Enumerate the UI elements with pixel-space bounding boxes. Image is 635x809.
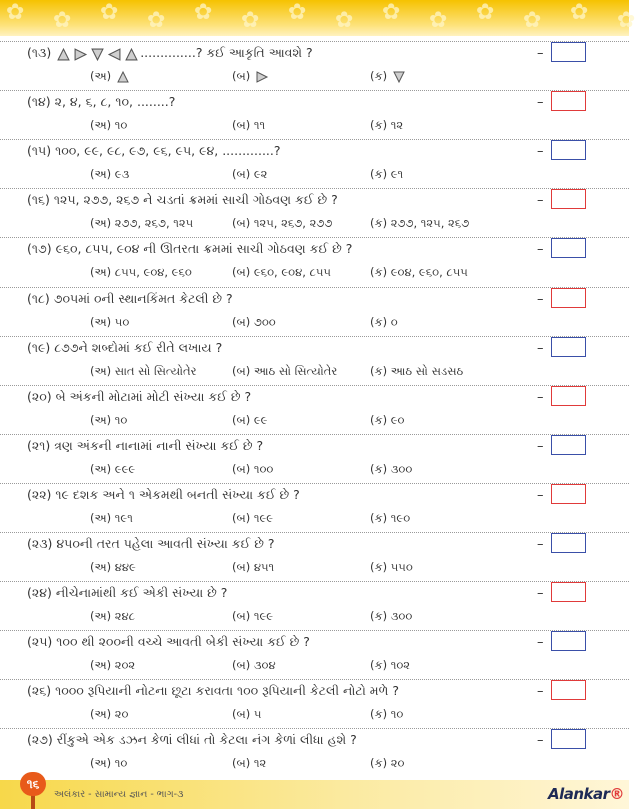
answer-option: [90, 658, 135, 673]
flower-decoration-icon: ✿: [617, 8, 635, 33]
answer-option-label: (બ) ૧૧: [232, 118, 266, 133]
answer-option: [232, 511, 273, 526]
question-item: [0, 85, 629, 135]
question-item: [0, 232, 629, 282]
answer-dash: –: [537, 389, 544, 405]
answer-option: [370, 658, 410, 673]
question-number: (૨૦): [27, 388, 52, 404]
answer-option-label: (બ) આઠ સો સિત્યોતેર: [232, 363, 338, 378]
answer-box[interactable]: [551, 91, 586, 111]
answer-option-label: (બ): [232, 69, 251, 83]
answer-dash: –: [537, 684, 544, 700]
page-number: ૧૬: [20, 772, 46, 796]
answer-dash: –: [537, 733, 544, 749]
question-number: (૨૪): [27, 585, 52, 601]
answer-option-label: (ક) ૦: [370, 314, 398, 329]
answer-option: [232, 658, 276, 673]
brand-name: Alankar: [548, 785, 610, 803]
answer-box[interactable]: [551, 386, 586, 406]
question-body: ૧૨૫, ૨૭૭, ૨૬૭ ને ચડતાં ક્રમમાં સાચી ગોઠવણ કઈ છે ?: [53, 192, 338, 208]
answer-dash: –: [537, 635, 544, 651]
answer-option: [370, 69, 407, 84]
question-body: ૯૬૦, ૮૫૫, ૯૦૪ ની ઊતરતા ક્રમમાં સાચી ગોઠવણ કઈ છે ?: [55, 241, 353, 257]
divider: [0, 625, 629, 631]
answer-option: [232, 364, 337, 379]
answer-option-label: (અ) ૮૫૫, ૯૦૪, ૯૬૦: [90, 265, 192, 280]
brand-logo: Alankar®: [548, 785, 625, 803]
up-triangle-icon: [57, 48, 70, 61]
question-text: [27, 732, 357, 748]
flower-decoration-icon: ✿: [570, 0, 589, 25]
answer-box[interactable]: [551, 729, 586, 749]
answer-option: [370, 315, 398, 330]
answer-option: [370, 118, 403, 133]
flower-decoration-icon: ✿: [335, 8, 354, 33]
answer-option-label: (બ) ૧૨: [232, 756, 267, 771]
answer-option: [370, 413, 404, 428]
answer-box[interactable]: [551, 288, 586, 308]
answer-option: [90, 560, 136, 575]
answer-option: [90, 216, 193, 231]
footer-title: અલંકાર - સામાન્ય જ્ઞાન - ભાગ-૩: [54, 789, 184, 800]
answer-option-label: (બ) ૪૫૧: [232, 560, 275, 574]
question-body: ૧૯ દશક અને ૧ એકમથી બનતી સંખ્યા કઈ છે ?: [55, 486, 300, 502]
question-item: [0, 36, 629, 86]
answer-option: [232, 118, 265, 133]
answer-option: [90, 756, 127, 771]
answer-option-label: (ક) આઠ સો સડસઠ: [370, 363, 464, 378]
answer-option-label: (અ) ૧૦: [90, 756, 128, 771]
question-body: ૮૭૭ને શબ્દોમાં કઈ રીતે લખાય ?: [54, 339, 223, 355]
answer-box[interactable]: [551, 435, 586, 455]
divider: [0, 380, 629, 386]
flower-decoration-icon: ✿: [382, 0, 401, 25]
answer-option-label: (ક) ૨૭૭, ૧૨૫, ૨૬૭: [370, 216, 470, 231]
answer-option: [370, 756, 404, 771]
answer-option-label: (અ) સાત સો સિત્યોતેર: [90, 363, 197, 378]
answer-option-label: (ક) ૯૧: [370, 167, 404, 182]
answer-option-label: (અ): [90, 69, 112, 83]
page-marker-post: [31, 794, 35, 809]
answer-option: [232, 707, 261, 722]
divider: [0, 282, 629, 288]
question-number: (૨૬): [27, 683, 52, 699]
left-triangle-icon: [108, 48, 121, 61]
answer-option: [90, 462, 135, 477]
answer-box[interactable]: [551, 238, 586, 258]
question-text: [27, 143, 281, 159]
question-text: [27, 536, 274, 552]
flower-decoration-icon: ✿: [194, 0, 213, 25]
answer-dash: –: [537, 193, 544, 209]
answer-dash: –: [537, 487, 544, 503]
answer-option: [370, 167, 403, 182]
question-item: [0, 576, 629, 626]
flower-decoration-icon: ✿: [100, 0, 119, 25]
question-body: ત્રણ અંકની નાનામાં નાની સંખ્યા કઈ છે ?: [54, 437, 264, 453]
answer-option: [232, 265, 331, 280]
answer-box[interactable]: [551, 631, 586, 651]
answer-option-label: (અ) ૯૯૯: [90, 461, 136, 476]
answer-option-label: (અ) ૧૦: [90, 118, 128, 133]
question-text: [27, 94, 175, 110]
question-item: [0, 282, 629, 332]
question-item: [0, 134, 629, 184]
divider: [0, 183, 629, 189]
answer-dash: –: [537, 95, 544, 111]
question-body: ૧૦૦૦ રૂપિયાની નોટના છૂટા કરાવતા ૧૦૦ રૂપિયાની કેટલી નોટો મળે ?: [55, 683, 399, 699]
question-text: [27, 438, 263, 454]
answer-dash: –: [537, 340, 544, 356]
question-item: [0, 527, 629, 577]
question-number: (૨૧): [27, 437, 51, 453]
answer-option: [370, 462, 412, 477]
question-body: ૧૦૦, ૯૯, ૯૮, ૯૭, ૯૬, ૯૫, ૯૪, .............?: [55, 143, 281, 159]
answer-option-label: (બ) ૧૦૦: [232, 461, 274, 476]
answer-option: [232, 315, 276, 330]
down-triangle-icon: [91, 48, 104, 61]
answer-box[interactable]: [551, 337, 586, 357]
question-item: [0, 478, 629, 528]
question-body: બે અંકની મોટામાં મોટી સંખ્યા કઈ છે ?: [55, 388, 252, 404]
divider: [0, 36, 629, 42]
answer-option-label: (અ) ૧૯૧: [90, 510, 133, 525]
answer-option-label: (અ) ૨૭૭, ૨૬૭, ૧૨૫: [90, 216, 194, 231]
question-text: [27, 585, 227, 601]
question-number: (૨૫): [27, 634, 53, 650]
question-text: [27, 45, 313, 61]
answer-option: [232, 756, 266, 771]
flower-decoration-icon: ✿: [523, 8, 542, 33]
question-item: [0, 723, 629, 773]
question-text: [27, 241, 352, 257]
divider: [0, 134, 629, 140]
answer-option-label: (બ) ૫: [232, 707, 262, 722]
flower-decoration-icon: ✿: [241, 8, 260, 33]
answer-option-label: (ક) ૯૦: [370, 412, 405, 427]
answer-option-label: (બ) ૯૯: [232, 412, 268, 427]
answer-option-label: (બ) ૧૯૯: [232, 510, 274, 525]
answer-option-label: (બ) ૧૨૫, ૨૬૭, ૨૭૭: [232, 216, 333, 231]
answer-option-label: (બ) ૯૨: [232, 167, 268, 182]
question-text: [27, 683, 399, 699]
divider: [0, 85, 629, 91]
answer-dash: –: [537, 144, 544, 160]
question-text: [27, 291, 233, 307]
answer-option-label: (ક) ૯૦૪, ૯૬૦, ૮૫૫: [370, 265, 468, 280]
answer-option-label: (બ) ૭૦૦: [232, 314, 276, 329]
answer-box[interactable]: [551, 42, 586, 62]
question-text: [27, 487, 300, 503]
question-text: [27, 340, 222, 356]
divider: [0, 674, 629, 680]
answer-option: [370, 511, 410, 526]
answer-option: [232, 69, 270, 84]
answer-dash: –: [537, 586, 544, 602]
answer-option-label: (બ) ૧૯૯: [232, 609, 274, 624]
answer-option: [370, 265, 468, 280]
question-body: રીંકુએ એક ડઝન કેળાં લીધાં તો કેટલા નંગ કેળાં લીધા હશે ?: [56, 732, 357, 748]
answer-option: [370, 707, 403, 722]
page-footer: [0, 772, 629, 809]
question-number: (૧૩): [27, 45, 52, 60]
answer-option-label: (ક): [370, 69, 388, 83]
question-number: (૨૨): [27, 486, 52, 502]
answer-option: [90, 315, 129, 330]
answer-option-label: (અ) ૪૪૯: [90, 560, 136, 574]
answer-option: [90, 364, 197, 379]
answer-option: [370, 609, 412, 624]
answer-option: [90, 118, 127, 133]
divider: [0, 576, 629, 582]
answer-option-label: (ક) ૩૦૦: [370, 609, 413, 624]
answer-option-label: (ક) ૧૨: [370, 118, 404, 133]
answer-option-label: (ક) ૩૦૦: [370, 461, 413, 476]
answer-dash: –: [537, 537, 544, 552]
answer-option-label: (અ) ૫૦: [90, 314, 130, 329]
answer-option-label: (ક) ૧૯૦: [370, 510, 411, 525]
question-number: (૨૭): [27, 732, 53, 748]
answer-option: [232, 560, 274, 575]
answer-option: [370, 216, 469, 231]
flower-decoration-icon: ✿: [476, 0, 495, 25]
divider: [0, 527, 629, 533]
question-body: ૭૦૫માં ૦ની સ્થાનકિંમત કેટલી છે ?: [53, 290, 233, 306]
question-number: (૧૬): [27, 192, 50, 208]
question-number: (૧૪): [27, 94, 51, 110]
flower-decoration-icon: ✿: [6, 0, 25, 25]
question-number: (૨૩): [27, 536, 53, 551]
divider: [0, 723, 629, 729]
question-item: [0, 331, 629, 381]
answer-option: [370, 560, 413, 575]
answer-box[interactable]: [551, 140, 586, 160]
divider: [0, 429, 629, 435]
answer-option-label: (બ) ૩૦૪: [232, 658, 276, 673]
answer-box[interactable]: [551, 484, 586, 504]
header-banner: [0, 0, 635, 36]
answer-option-label: (ક) ૧૦: [370, 707, 404, 722]
answer-option: [90, 511, 133, 526]
up-triangle-icon: [125, 48, 138, 61]
flower-decoration-icon: ✿: [147, 8, 166, 33]
answer-option: [90, 265, 192, 280]
right-triangle-icon: [74, 48, 87, 61]
answer-option-label: (અ) ૨૦: [90, 707, 129, 722]
question-text: [27, 389, 251, 405]
answer-box[interactable]: [551, 582, 586, 602]
answer-option-label: (અ) ૨૪૮: [90, 609, 135, 624]
question-body: ૧૦૦ થી ૨૦૦ની વચ્ચે આવતી બેકી સંખ્યા કઈ છે ?: [56, 634, 310, 650]
answer-dash: –: [537, 46, 544, 61]
answer-dash: –: [537, 242, 544, 258]
question-item: [0, 625, 629, 675]
divider: [0, 331, 629, 337]
answer-option-label: (ક) ૫૫૦: [370, 560, 413, 574]
answer-dash: –: [537, 291, 544, 307]
question-item: [0, 183, 629, 233]
flower-decoration-icon: ✿: [429, 8, 448, 33]
answer-option: [232, 609, 273, 624]
answer-option: [370, 364, 463, 379]
answer-option-label: (ક) ૧૦૨: [370, 658, 411, 673]
flower-decoration-icon: ✿: [53, 8, 72, 33]
shape-sequence: [55, 46, 140, 61]
question-body: ..............? કઈ આકૃતિ આવશે ?: [140, 45, 313, 60]
answer-option-label: (અ) ૧૦: [90, 412, 128, 427]
answer-option-label: (અ) ૯૩: [90, 167, 130, 182]
question-body: નીચેનામાંથી કઈ એકી સંખ્યા છે ?: [55, 585, 228, 601]
answer-option: [90, 69, 131, 84]
answer-option-label: (બ) ૯૬૦, ૯૦૪, ૮૫૫: [232, 265, 331, 280]
question-text: [27, 634, 310, 650]
question-number: (૧૯): [27, 339, 51, 355]
answer-option-label: (અ) ૨૦૨: [90, 658, 136, 673]
question-item: [0, 380, 629, 430]
answer-option: [232, 413, 267, 428]
right-triangle-icon: [256, 71, 268, 83]
question-body: ૪૫૦ની તરત પહેલા આવતી સંખ્યા કઈ છે ?: [56, 536, 275, 551]
question-number: (૧૭): [27, 241, 52, 257]
answer-option: [90, 413, 127, 428]
answer-option-label: (ક) ૨૦: [370, 756, 405, 771]
question-item: [0, 429, 629, 479]
up-triangle-icon: [117, 71, 129, 83]
answer-option: [232, 216, 332, 231]
question-item: [0, 674, 629, 724]
question-text: [27, 192, 338, 208]
divider: [0, 232, 629, 238]
answer-box[interactable]: [551, 189, 586, 209]
answer-option: [90, 167, 129, 182]
answer-box[interactable]: [551, 533, 586, 553]
question-number: (૧૫): [27, 143, 52, 159]
flower-decoration-icon: ✿: [288, 0, 307, 25]
answer-dash: –: [537, 438, 544, 454]
answer-option: [90, 707, 128, 722]
divider: [0, 478, 629, 484]
answer-box[interactable]: [551, 680, 586, 700]
answer-option: [90, 609, 135, 624]
answer-option: [232, 462, 273, 477]
answer-option: [232, 167, 267, 182]
down-triangle-icon: [393, 71, 405, 83]
question-number: (૧૮): [27, 290, 50, 306]
question-body: ૨, ૪, ૬, ૮, ૧૦, ........?: [54, 94, 176, 110]
